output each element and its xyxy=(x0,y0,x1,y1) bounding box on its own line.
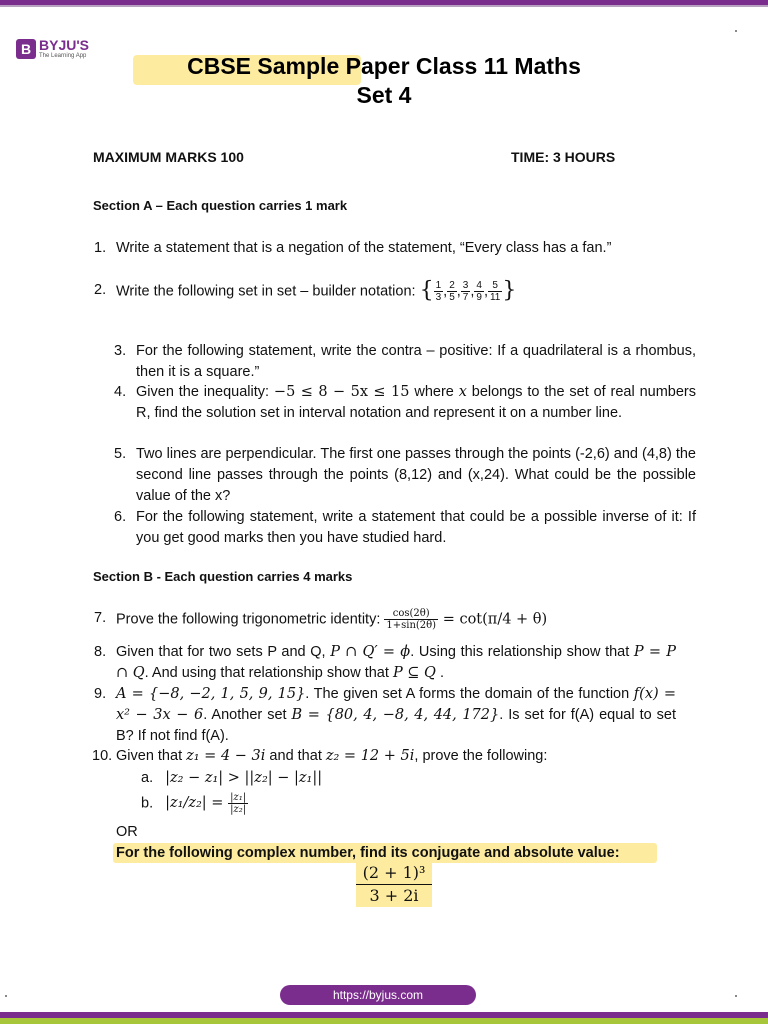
question-number: 8. xyxy=(94,644,107,660)
sub-question-label: a. xyxy=(141,770,154,786)
question-text: Given the inequality: xyxy=(136,384,274,400)
question-number: 10. xyxy=(92,748,113,764)
question-number: 5. xyxy=(114,446,127,462)
logo-mark: B xyxy=(16,39,36,59)
question-number: 9. xyxy=(94,686,107,702)
corner-mark xyxy=(735,995,737,997)
question-text: belongs to the set of real numbers R, find the solution set in interval notation and represent it on a number line. xyxy=(136,384,696,421)
question-number: 2. xyxy=(94,282,107,298)
question-number: 7. xyxy=(94,610,107,626)
logo-name: BYJU'S xyxy=(39,37,90,53)
footer-url-link[interactable]: https://byjus.com xyxy=(280,985,476,1005)
subset-math: P ⊆ Q xyxy=(392,664,436,681)
question-text: For the following statement, write the contra – positive: If a quadrilateral is a rhombus, then it is a square.” xyxy=(136,343,696,380)
fraction-denominator: 3 + 2i xyxy=(356,885,432,907)
question-text: Write the following set in set – builder notation: xyxy=(116,283,420,300)
question-text: , prove the following: xyxy=(414,748,548,764)
question-7 xyxy=(94,608,696,631)
question-text: . The given set A forms the domain of the function xyxy=(305,686,634,702)
question-text: Given that xyxy=(116,748,187,764)
question-text: Given that for two sets P and Q, xyxy=(116,644,331,660)
set-element-1: $\frac{1}{3}$ xyxy=(435,280,442,303)
set-b-math: B = {80, 4, −8, 4, 44, 172} xyxy=(291,706,500,723)
question-number: 4. xyxy=(114,384,127,400)
logo-tagline: The Learning App xyxy=(39,53,87,59)
set-element-3: $\frac{3}{7}$ xyxy=(462,280,469,303)
variable-x: x xyxy=(458,384,467,400)
set-element-5: $\frac{5}{11}$ xyxy=(489,280,501,303)
question-10a xyxy=(141,768,541,789)
question-text: . Is set for f(A) equal to set B? If not find f(A). xyxy=(116,706,677,744)
question-text: where xyxy=(409,384,459,400)
top-brand-bar-shadow xyxy=(0,5,768,7)
section-a-heading: Section A – Each question carries 1 mark xyxy=(93,198,348,213)
question-10 xyxy=(92,746,676,767)
question-number: 6. xyxy=(114,509,127,525)
question-text: Two lines are perpendicular. The first one passes through the points (-2,6) and (4,8) the second line passes through the points (8,12) and (x,24). What could be the possible value of the x? xyxy=(136,446,696,504)
sub-question-label: b. xyxy=(141,795,154,812)
trig-fraction: $\frac{\cos(2\theta)}{1+\sin(2\theta)}$ xyxy=(386,608,437,631)
or-label: OR xyxy=(116,824,138,840)
question-4 xyxy=(114,382,696,424)
trig-rhs: = cot(π/4 + θ) xyxy=(438,611,548,628)
complex-number-fraction xyxy=(356,862,432,907)
corner-mark xyxy=(735,30,737,32)
title-line-1: CBSE Sample Paper Class 11 Maths xyxy=(187,53,581,79)
question-text: . xyxy=(435,664,445,681)
question-text: . And using that relationship show that xyxy=(144,664,393,681)
page-title xyxy=(0,52,768,110)
z1-math: z₁ = 4 − 3i xyxy=(186,748,266,764)
modulus-ratio-lhs: |z₁/z₂| = xyxy=(165,795,229,812)
set-relation-math: P = P ∩ Q xyxy=(116,644,677,681)
question-3 xyxy=(114,341,696,383)
question-10b xyxy=(141,792,541,815)
question-text: . Another set xyxy=(203,706,292,723)
question-number: 1. xyxy=(94,240,107,256)
bottom-accent-bar xyxy=(0,1018,768,1024)
question-2: 2. Write the following set in set – builder notation: { $\frac{1}{3}$ , $\frac{2}{5}$ , $\frac{3}{7}$ , $\frac{4}{9}$ , $\frac{5}{11}$ } xyxy=(94,278,517,304)
section-b-heading: Section B - Each question carries 4 marks xyxy=(93,569,353,584)
question-8 xyxy=(94,642,677,684)
fraction-numerator: (2 + 1)³ xyxy=(356,862,432,885)
question-text: Prove the following trigonometric identity: xyxy=(116,611,385,628)
inequality-math: −5 ≤ 8 − 5x ≤ 15 xyxy=(273,384,410,400)
set-element-4: $\frac{4}{9}$ xyxy=(476,280,482,303)
modulus-inequality: |z₂ − z₁| > ||z₂| − |z₁|| xyxy=(165,770,323,786)
function-math: f(x) = x² − 3x − 6 xyxy=(116,686,676,723)
modulus-ratio-rhs: $\frac{\text{|z₁|}}{\text{|z₂|}}$ xyxy=(230,792,247,815)
question-9 xyxy=(94,684,677,746)
question-text: Write a statement that is a negation of the statement, “Every class has a fan.” xyxy=(116,240,612,256)
z2-math: z₂ = 12 + 5i xyxy=(325,748,415,764)
question-text: . Using this relationship show that xyxy=(410,644,634,660)
question-1 xyxy=(94,238,676,259)
maximum-marks: MAXIMUM MARKS 100 xyxy=(93,149,244,165)
corner-mark xyxy=(5,995,7,997)
question-text: and that xyxy=(265,748,326,764)
time-allowed: TIME: 3 HOURS xyxy=(511,149,616,165)
set-element-2: $\frac{2}{5}$ xyxy=(449,280,455,303)
set-relation-math: P ∩ Q′ = ϕ xyxy=(330,644,411,660)
question-number: 3. xyxy=(114,343,127,359)
question-text: For the following statement, write a statement that could be a possible inverse of it: If you get good marks then you have studied hard. xyxy=(136,509,696,546)
question-10-alternative: For the following complex number, find its conjugate and absolute value: xyxy=(116,845,620,861)
question-6 xyxy=(114,507,696,549)
set-a-math: A = {−8, −2, 1, 5, 9, 15} xyxy=(116,686,306,702)
title-line-2: Set 4 xyxy=(356,82,412,108)
question-5 xyxy=(114,444,696,506)
